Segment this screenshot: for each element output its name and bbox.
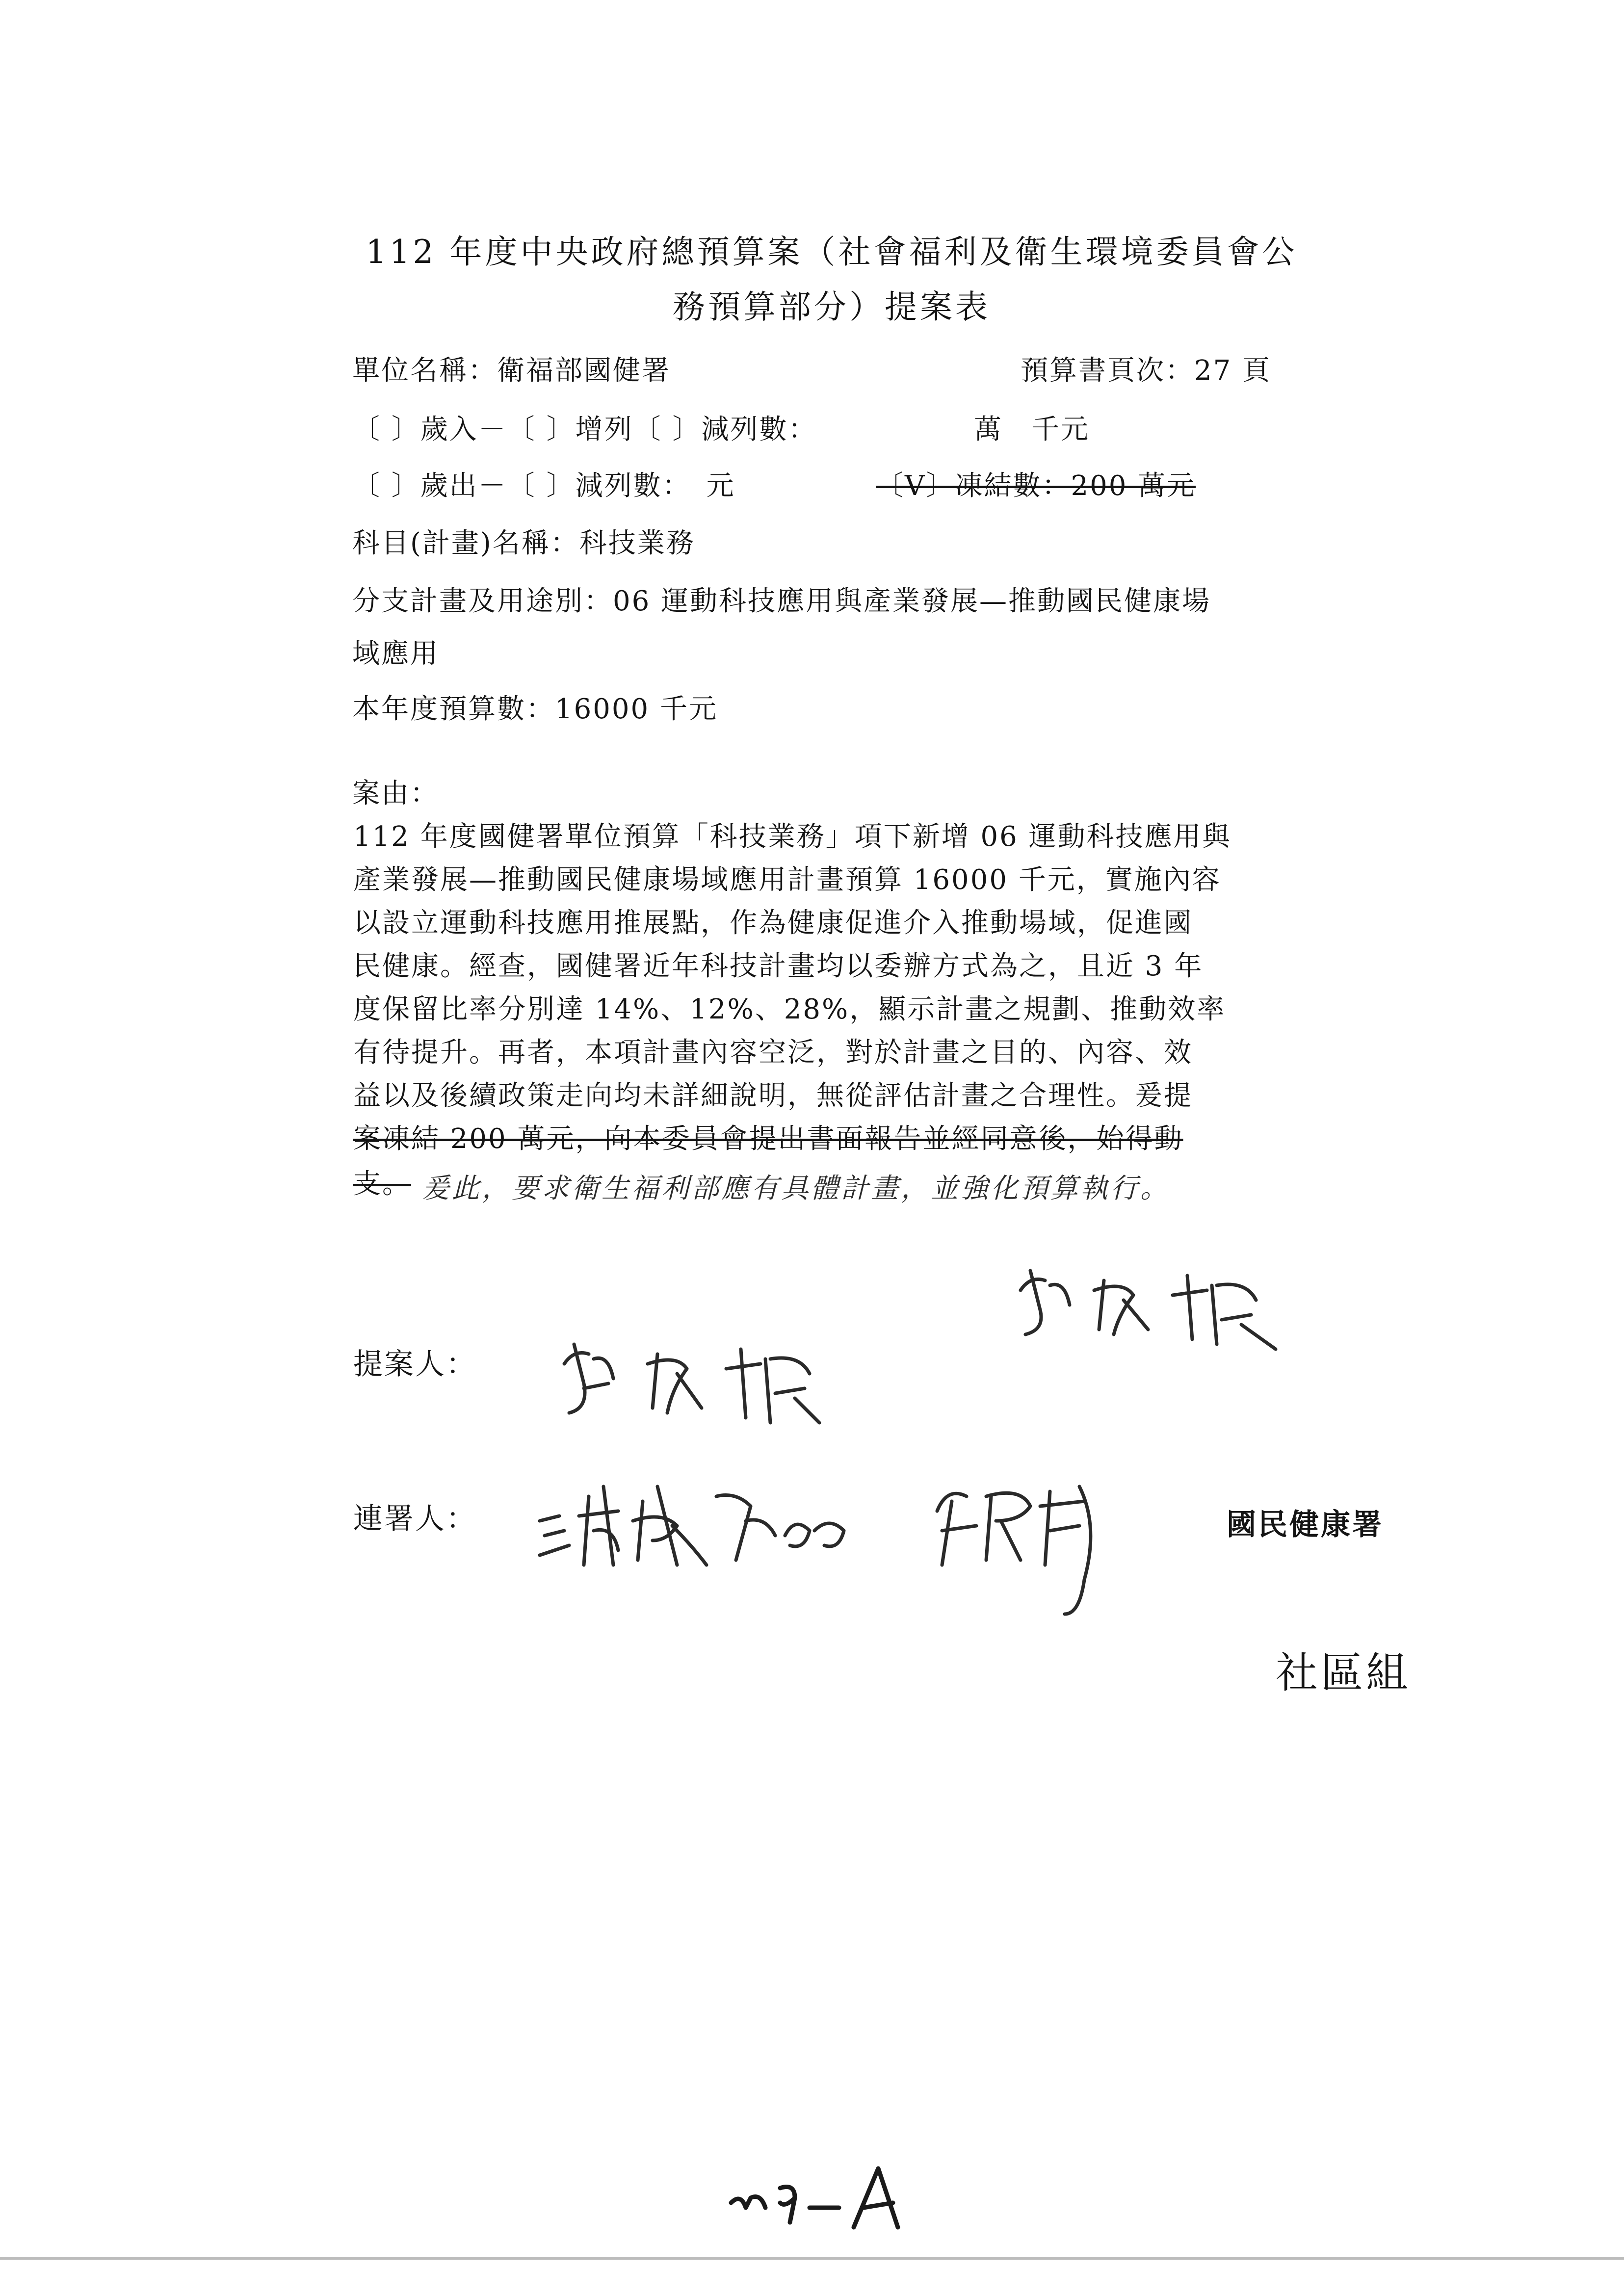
annual-budget-total: 本年度預算數：16000 千元 <box>352 693 718 725</box>
reason-label: 案由： <box>352 778 439 809</box>
reason-line: 112 年度國健署單位預算「科技業務」項下新增 06 運動科技應用與 <box>353 821 1231 853</box>
cosigner-signature <box>922 1467 1158 1624</box>
document-title-line-2: 務預算部分）提案表 <box>673 288 991 326</box>
reason-line: 有待提升。再者，本項計畫內容空泛，對於計畫之目的、內容、效 <box>353 1037 1193 1069</box>
reason-line: 益以及後續政策走向均未詳細說明，無從評估計畫之合理性。爰提 <box>353 1080 1193 1112</box>
reason-line: 民健康。經查，國健署近年科技計畫均以委辦方式為之，且近 3 年 <box>353 950 1204 982</box>
handwritten-page-mark <box>721 2159 927 2237</box>
cosigner-label: 連署人： <box>353 1502 477 1536</box>
subject-name: 科目(計畫)名稱：科技業務 <box>352 527 695 559</box>
scan-edge-line <box>0 2257 1624 2260</box>
reason-line: 度保留比率分別達 14%、12%、28%，顯示計畫之規劃、推動效率 <box>353 993 1226 1025</box>
branch-plan-line-1: 分支計畫及用途別：06 運動科技應用與產業發展—推動國民健康場 <box>352 585 1211 617</box>
expense-line: 〔 〕歲出－〔 〕減列數： 元 <box>352 470 735 502</box>
document-title-line-1: 112 年度中央政府總預算案（社會福利及衛生環境委員會公 <box>366 233 1298 271</box>
handwritten-revision: 爰此，要求衛生福利部應有具體計畫，並強化預算執行。 <box>422 1173 1170 1204</box>
stamp-org: 國民健康署 <box>1227 1508 1384 1542</box>
stamp-division: 社區組 <box>1276 1648 1411 1697</box>
branch-plan-line-2: 域應用 <box>352 638 439 670</box>
revenue-line: 〔 〕歲入－〔 〕增列〔 〕減列數： <box>352 414 817 445</box>
reason-line: 產業發展—推動國民健康場域應用計畫預算 16000 千元，實施內容 <box>353 864 1221 896</box>
proposer-signature <box>554 1325 849 1433</box>
reason-line-struck: 案凍結 200 萬元，向本委員會提出書面報告並經同意後，始得動 <box>353 1123 1183 1155</box>
reason-line-struck-end: 支。 <box>353 1168 411 1200</box>
cosigner-signature <box>530 1467 864 1580</box>
revenue-amount: 萬 千元 <box>974 414 1090 445</box>
budget-page-number: 預算書頁次：27 頁 <box>1021 355 1272 387</box>
unit-name: 單位名稱：衛福部國健署 <box>352 355 671 387</box>
expense-freeze-amount: 〔V〕凍結數：200 萬元 <box>876 470 1196 502</box>
proposer-signature-duplicate <box>1011 1256 1305 1354</box>
proposer-label: 提案人： <box>353 1347 477 1382</box>
reason-line: 以設立運動科技應用推展點，作為健康促進介入推動場域，促進國 <box>353 907 1193 939</box>
